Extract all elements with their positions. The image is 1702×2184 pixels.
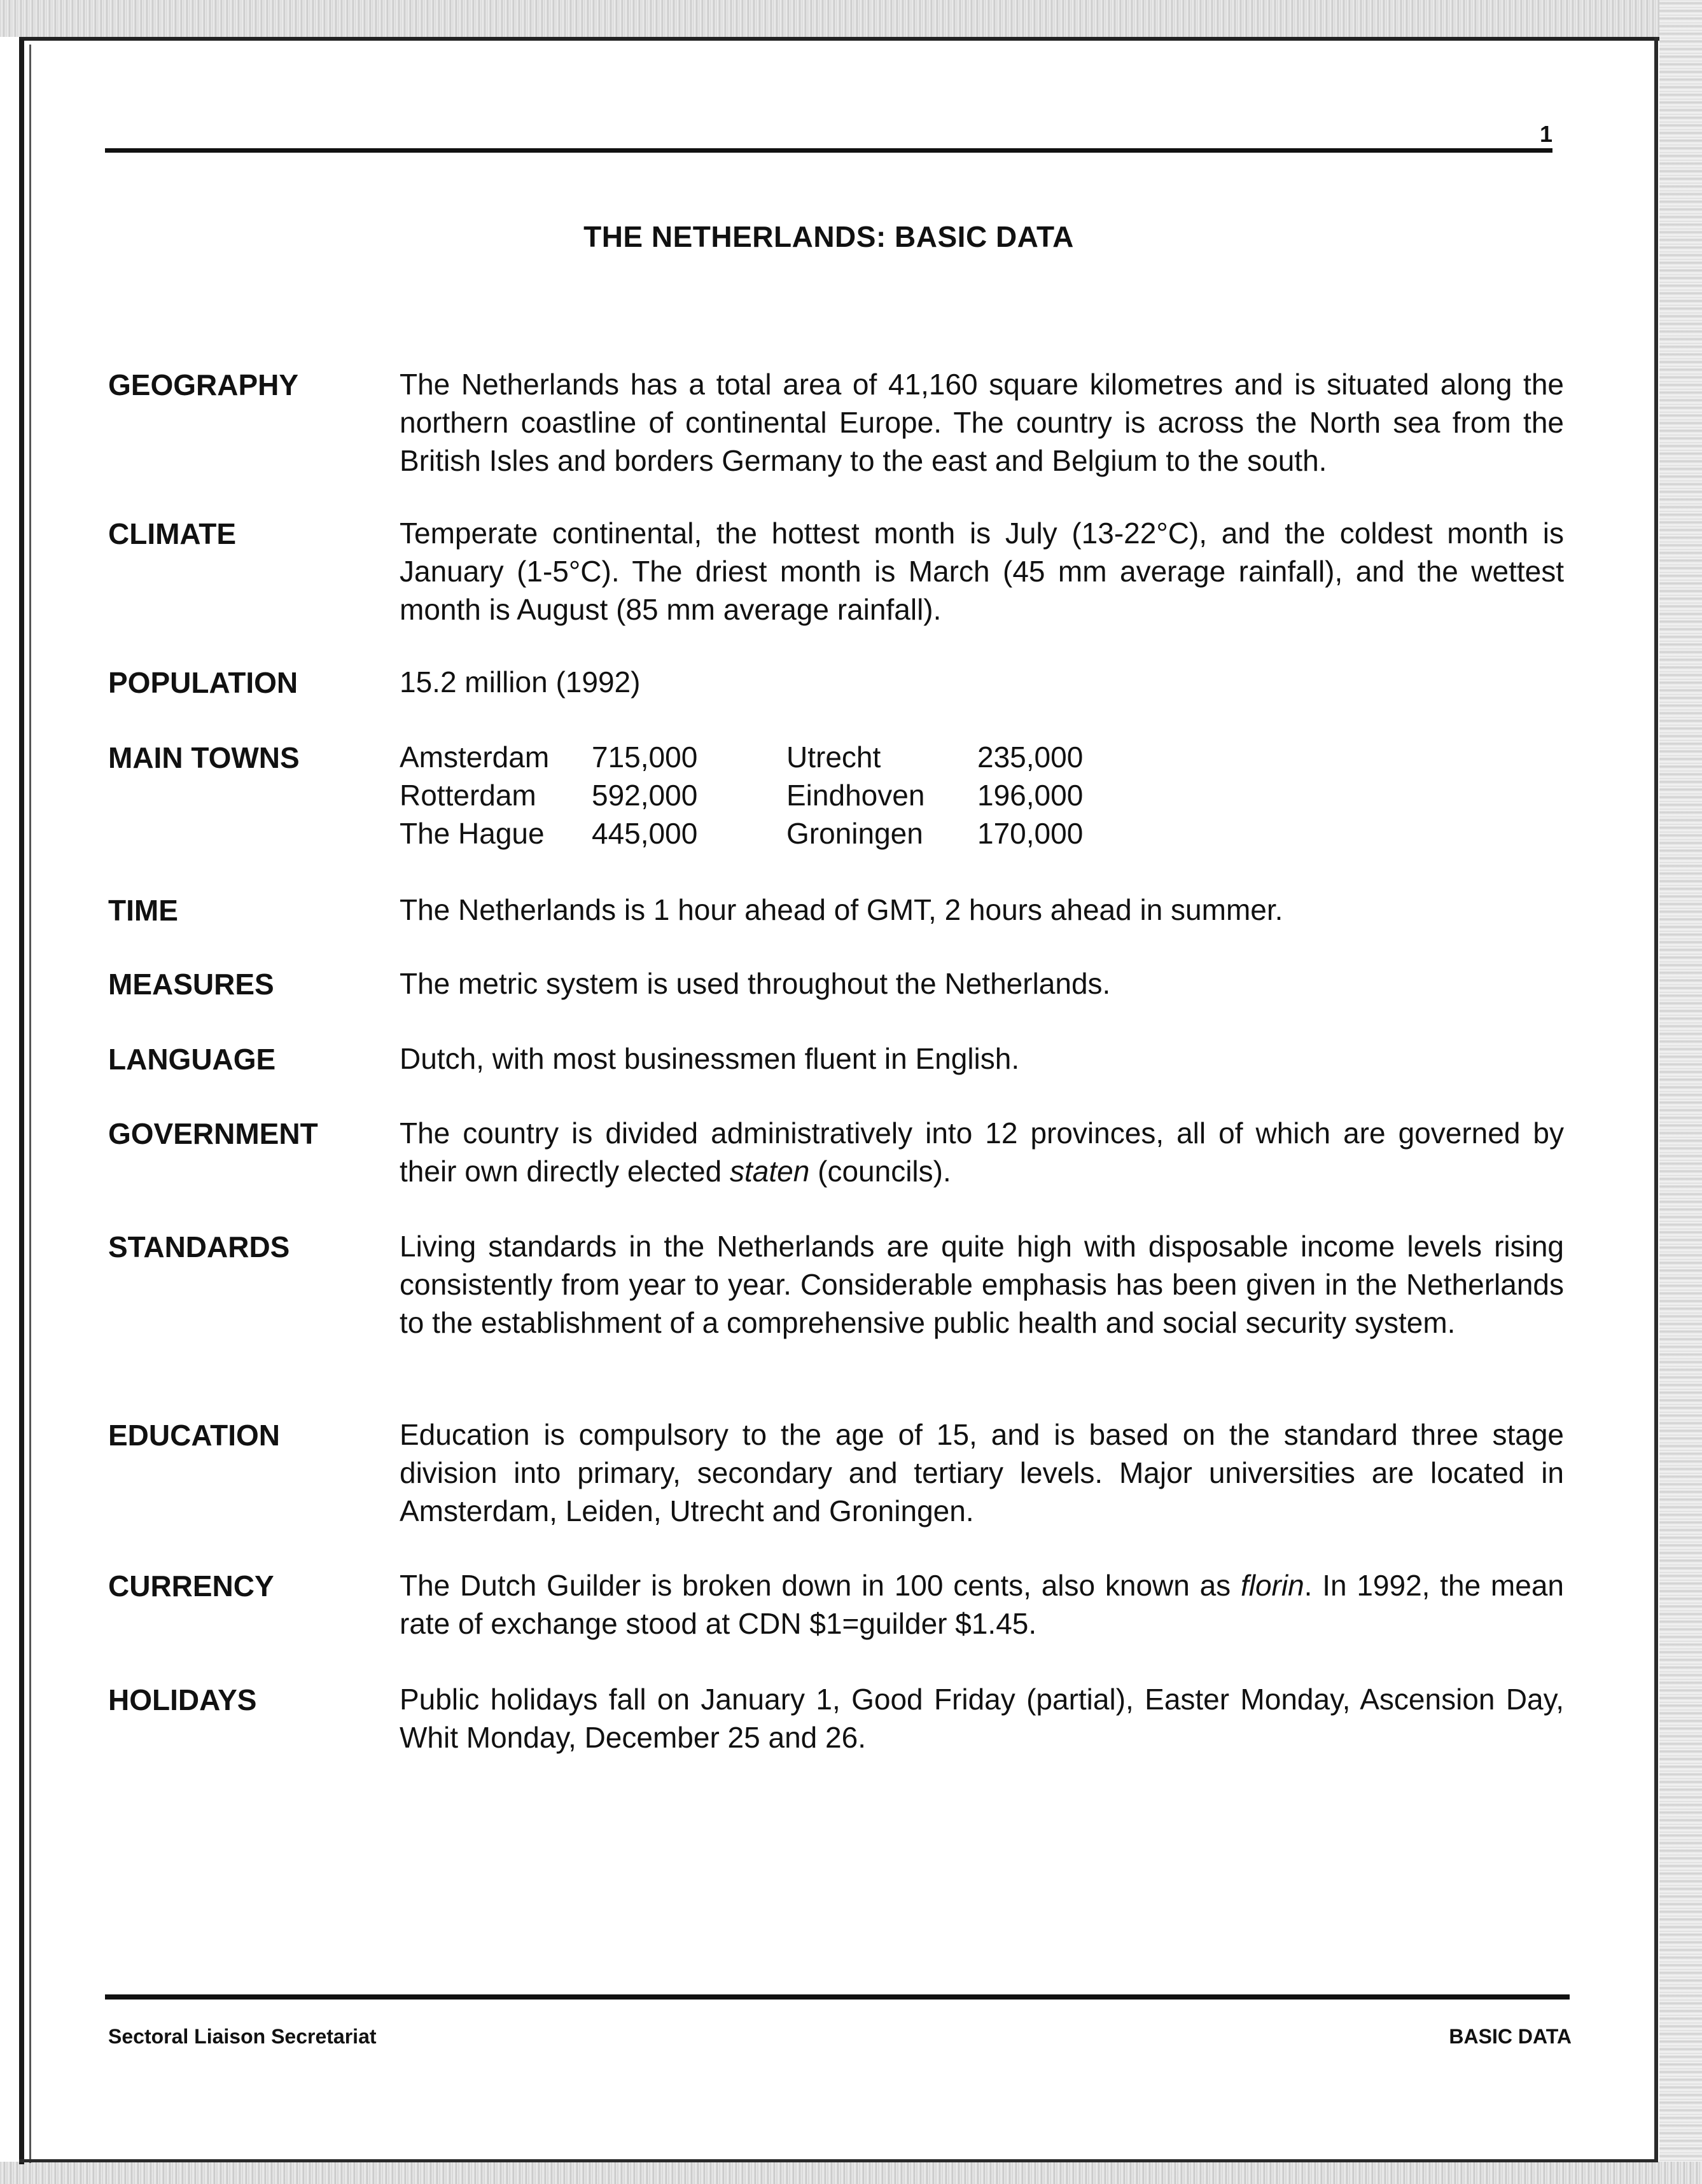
scan-edge-bottom (0, 2162, 1702, 2184)
page-title: THE NETHERLANDS: BASIC DATA (583, 220, 1074, 253)
page-number: 1 (1539, 121, 1552, 147)
page-border-left-inner (29, 45, 31, 2163)
section-label: STANDARDS (108, 1230, 290, 1263)
section-text: Dutch, with most businessmen fluent in English. (400, 1042, 1020, 1075)
header-rule (105, 148, 1552, 153)
town-name: Eindhoven (786, 779, 925, 812)
section-label: GOVERNMENT (108, 1117, 318, 1150)
town-population: 235,000 (977, 741, 1084, 774)
section-label: CLIMATE (108, 517, 237, 550)
town-name: The Hague (400, 817, 545, 850)
government-text-end: (councils). (809, 1155, 951, 1188)
section-label: POPULATION (108, 666, 298, 699)
footer-rule (105, 1994, 1570, 2000)
town-name: Rotterdam (400, 779, 536, 812)
section-text: The Netherlands has a total area of 41,160 square kilometres and is situated along the northern coastline of continental Europe. The country is across the North sea from the British Isles and borders Germany to the east and Belgium to the south. (400, 368, 1564, 477)
section-text: Education is compulsory to the age of 15, and is based on the standard three stage division into primary, secondary and tertiary levels. Major universities are located in Amsterdam, Leiden, Utrecht and Groningen. (400, 1418, 1564, 1527)
town-name: Groningen (786, 817, 923, 850)
section-label: GEOGRAPHY (108, 368, 299, 401)
government-text-start: The country is divided administratively into 12 provinces, all of which are governed by their own directly elected (400, 1116, 1564, 1188)
section-label: HOLIDAYS (108, 1683, 257, 1716)
section-text: Temperate continental, the hottest month is July (13-22°C), and the coldest month is January (1-5°C). The driest month is March (45 mm average rainfall), and the wettest month is August (85 mm average rainfall). (400, 517, 1564, 626)
section-text: Public holidays fall on January 1, Good Friday (partial), Easter Monday, Ascension Day, Whit Monday, December 25 and 26. (400, 1683, 1564, 1754)
currency-text-end: . In 1992, the mean rate of exchange stood at CDN $1=guilder $1.45. (400, 1569, 1564, 1640)
section-text (400, 1114, 1564, 1190)
footer-organization: Sectoral Liaison Secretariat (108, 2025, 377, 2048)
town-population: 196,000 (977, 779, 1084, 812)
section-text: The metric system is used throughout the Netherlands. (400, 967, 1111, 1000)
section-text: The Netherlands is 1 hour ahead of GMT, 2 hours ahead in summer. (400, 893, 1283, 926)
scan-edge-top (0, 0, 1702, 37)
town-name: Amsterdam (400, 741, 550, 774)
section-label: LANGUAGE (108, 1043, 276, 1076)
section-text: Living standards in the Netherlands are quite high with disposable income levels rising consistently from year to year. Considerable emphasis has been given in the Netherlands to the establishment of a comprehensive public health and social security system. (400, 1230, 1564, 1339)
town-population: 592,000 (592, 779, 698, 812)
section-label: TIME (108, 894, 178, 927)
section-label: MAIN TOWNS (108, 741, 300, 774)
government-text-italic: staten (730, 1155, 810, 1188)
section-text: 15.2 million (1992) (400, 665, 641, 699)
section-label: MEASURES (108, 968, 274, 1001)
scan-edge-right (1659, 0, 1702, 2184)
page-border-bottom (19, 2159, 1658, 2162)
page-border-left (19, 39, 24, 2164)
section-label: CURRENCY (108, 1569, 274, 1603)
currency-text-start: The Dutch Guilder is broken down in 100 cents, also known as (400, 1569, 1241, 1602)
section-label: EDUCATION (108, 1419, 281, 1452)
section-text (400, 1566, 1564, 1643)
town-population: 170,000 (977, 817, 1084, 850)
currency-text-italic: florin (1240, 1569, 1304, 1602)
footer-section-name: BASIC DATA (1449, 2025, 1572, 2048)
town-population: 445,000 (592, 817, 698, 850)
town-name: Utrecht (786, 741, 881, 774)
page-border-top (19, 37, 1659, 41)
town-population: 715,000 (592, 741, 698, 774)
page-border-right (1654, 37, 1658, 2162)
